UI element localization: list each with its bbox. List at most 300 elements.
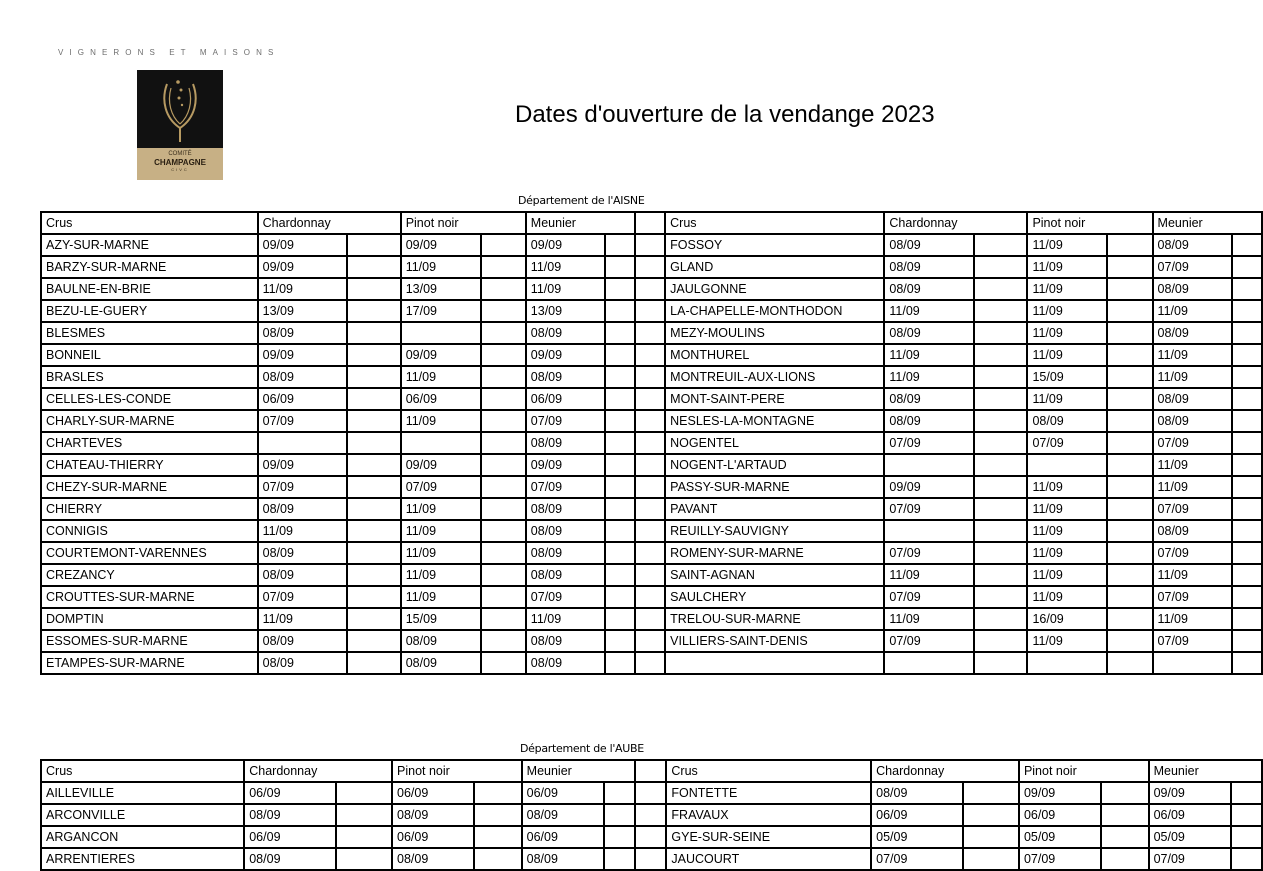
empty-cell (347, 498, 401, 520)
chardonnay-date: 08/09 (884, 234, 973, 256)
col-header-chardonnay: Chardonnay (871, 760, 1019, 782)
cru-name: CREZANCY (41, 564, 258, 586)
empty-cell (1232, 234, 1262, 256)
empty-cell (1232, 652, 1262, 674)
cru-name: MEZY-MOULINS (665, 322, 884, 344)
chardonnay-date: 08/09 (258, 322, 347, 344)
empty-cell (481, 564, 526, 586)
meunier-date: 11/09 (1153, 366, 1233, 388)
empty-cell (974, 586, 1028, 608)
table-header-row (41, 760, 1262, 782)
empty-cell (605, 608, 635, 630)
empty-cell (974, 300, 1028, 322)
empty-cell (974, 322, 1028, 344)
cru-name: COURTEMONT-VARENNES (41, 542, 258, 564)
pinot-noir-date: 09/09 (401, 454, 481, 476)
cru-name: BAULNE-EN-BRIE (41, 278, 258, 300)
table-row (41, 344, 1262, 366)
col-header-crus: Crus (41, 212, 258, 234)
empty-cell (605, 586, 635, 608)
chardonnay-date: 08/09 (258, 542, 347, 564)
cru-name: PASSY-SUR-MARNE (665, 476, 884, 498)
empty-cell (1107, 476, 1152, 498)
empty-cell (336, 826, 392, 848)
cru-name: PAVANT (665, 498, 884, 520)
empty-cell (347, 608, 401, 630)
empty-cell (481, 366, 526, 388)
chardonnay-date: 11/09 (258, 278, 347, 300)
cru-name: CHEZY-SUR-MARNE (41, 476, 258, 498)
empty-cell (1232, 388, 1262, 410)
empty-cell (1232, 520, 1262, 542)
empty-cell (1232, 630, 1262, 652)
pinot-noir-date: 11/09 (1027, 278, 1107, 300)
empty-cell (974, 388, 1028, 410)
empty-cell (1107, 300, 1152, 322)
col-header-pinot-noir: Pinot noir (401, 212, 526, 234)
empty-cell (1107, 234, 1152, 256)
chardonnay-date: 08/09 (884, 278, 973, 300)
cru-name: GYE-SUR-SEINE (666, 826, 871, 848)
empty-cell (1107, 542, 1152, 564)
empty-cell (347, 278, 401, 300)
meunier-date: 06/09 (522, 826, 604, 848)
empty-cell (481, 454, 526, 476)
empty-cell (1107, 564, 1152, 586)
pinot-noir-date: 11/09 (1027, 322, 1107, 344)
empty-cell (605, 520, 635, 542)
table-row (41, 498, 1262, 520)
meunier-date: 07/09 (1153, 586, 1233, 608)
empty-cell (604, 782, 635, 804)
empty-cell (1232, 366, 1262, 388)
chardonnay-date: 08/09 (884, 256, 973, 278)
pinot-noir-date (1027, 652, 1107, 674)
empty-cell (336, 848, 392, 870)
spacer-cell (635, 848, 666, 870)
empty-cell (481, 256, 526, 278)
table-row (41, 476, 1262, 498)
meunier-date: 08/09 (1153, 322, 1233, 344)
chardonnay-date: 07/09 (258, 476, 347, 498)
empty-cell (605, 432, 635, 454)
pinot-noir-date: 11/09 (401, 256, 481, 278)
pinot-noir-date: 11/09 (401, 498, 481, 520)
empty-cell (347, 630, 401, 652)
empty-cell (963, 782, 1019, 804)
empty-cell (605, 564, 635, 586)
meunier-date: 08/09 (526, 322, 606, 344)
pinot-noir-date: 11/09 (401, 410, 481, 432)
spacer-cell (635, 520, 665, 542)
empty-cell (481, 322, 526, 344)
spacer-cell (635, 804, 666, 826)
meunier-date: 08/09 (526, 520, 606, 542)
cru-name: BLESMES (41, 322, 258, 344)
meunier-date: 07/09 (1153, 630, 1233, 652)
empty-cell (336, 782, 392, 804)
pinot-noir-date: 08/09 (392, 848, 474, 870)
empty-cell (974, 278, 1028, 300)
pinot-noir-date: 11/09 (1027, 586, 1107, 608)
logo-line-3: CIVC (171, 167, 189, 172)
empty-cell (1231, 782, 1262, 804)
pinot-noir-date: 11/09 (1027, 630, 1107, 652)
pinot-noir-date: 11/09 (401, 520, 481, 542)
empty-cell (605, 322, 635, 344)
pinot-noir-date: 11/09 (1027, 388, 1107, 410)
pinot-noir-date (1027, 454, 1107, 476)
cru-name: BRASLES (41, 366, 258, 388)
cru-name: CONNIGIS (41, 520, 258, 542)
cru-name: LA-CHAPELLE-MONTHODON (665, 300, 884, 322)
chardonnay-date (884, 520, 973, 542)
cru-name: GLAND (665, 256, 884, 278)
empty-cell (974, 630, 1028, 652)
cru-name: MONT-SAINT-PERE (665, 388, 884, 410)
chardonnay-date: 11/09 (884, 344, 973, 366)
cru-name: CELLES-LES-CONDE (41, 388, 258, 410)
pinot-noir-date: 15/09 (401, 608, 481, 630)
table-header-row (41, 212, 1262, 234)
table-row (41, 520, 1262, 542)
chardonnay-date: 11/09 (258, 608, 347, 630)
cru-name: CHARLY-SUR-MARNE (41, 410, 258, 432)
meunier-date: 05/09 (1149, 826, 1231, 848)
empty-cell (974, 476, 1028, 498)
chardonnay-date: 08/09 (258, 564, 347, 586)
table-row (41, 454, 1262, 476)
empty-cell (481, 432, 526, 454)
chardonnay-date: 07/09 (258, 586, 347, 608)
spacer-cell (635, 542, 665, 564)
empty-cell (1232, 256, 1262, 278)
empty-cell (605, 542, 635, 564)
table-row (41, 586, 1262, 608)
pinot-noir-date: 08/09 (401, 652, 481, 674)
spacer-cell (635, 300, 665, 322)
empty-cell (347, 586, 401, 608)
meunier-date: 11/09 (1153, 454, 1233, 476)
empty-cell (347, 322, 401, 344)
empty-cell (347, 520, 401, 542)
chardonnay-date: 08/09 (884, 388, 973, 410)
empty-cell (1232, 344, 1262, 366)
meunier-date: 08/09 (526, 366, 606, 388)
pinot-noir-date: 05/09 (1019, 826, 1101, 848)
empty-cell (605, 498, 635, 520)
col-header-meunier: Meunier (1149, 760, 1262, 782)
empty-cell (974, 432, 1028, 454)
empty-cell (1232, 278, 1262, 300)
table-row (41, 432, 1262, 454)
table-row (41, 652, 1262, 674)
meunier-date: 08/09 (526, 630, 606, 652)
chardonnay-date: 08/09 (258, 498, 347, 520)
pinot-noir-date: 11/09 (1027, 476, 1107, 498)
col-header-crus: Crus (41, 760, 244, 782)
pinot-noir-date: 11/09 (401, 564, 481, 586)
empty-cell (481, 476, 526, 498)
empty-cell (481, 630, 526, 652)
pinot-noir-date: 11/09 (401, 366, 481, 388)
empty-cell (974, 498, 1028, 520)
empty-cell (1107, 256, 1152, 278)
spacer-cell (635, 630, 665, 652)
meunier-date: 08/09 (1153, 388, 1233, 410)
pinot-noir-date: 08/09 (401, 630, 481, 652)
cru-name: CHIERRY (41, 498, 258, 520)
chardonnay-date: 09/09 (884, 476, 973, 498)
empty-cell (1107, 608, 1152, 630)
chardonnay-date: 11/09 (884, 564, 973, 586)
empty-cell (1232, 498, 1262, 520)
cru-name: ARRENTIERES (41, 848, 244, 870)
cru-name: ARGANCON (41, 826, 244, 848)
empty-cell (474, 804, 521, 826)
cru-name: CHATEAU-THIERRY (41, 454, 258, 476)
logo-line-1: COMITÉ (168, 151, 192, 157)
meunier-date: 08/09 (1153, 234, 1233, 256)
meunier-date: 08/09 (522, 848, 604, 870)
empty-cell (1231, 804, 1262, 826)
empty-cell (347, 652, 401, 674)
chardonnay-date (258, 432, 347, 454)
empty-cell (974, 520, 1028, 542)
chardonnay-date: 11/09 (884, 300, 973, 322)
meunier-date: 09/09 (1149, 782, 1231, 804)
chardonnay-date: 06/09 (244, 826, 336, 848)
empty-cell (1107, 454, 1152, 476)
champagne-glass-icon (137, 70, 223, 148)
spacer-cell (635, 760, 666, 782)
pinot-noir-date: 15/09 (1027, 366, 1107, 388)
empty-cell (481, 520, 526, 542)
chardonnay-date: 08/09 (244, 804, 336, 826)
empty-cell (481, 388, 526, 410)
meunier-date (1153, 652, 1233, 674)
empty-cell (481, 542, 526, 564)
harvest-table-aisne (40, 211, 1263, 675)
logo-label (137, 148, 223, 180)
chardonnay-date: 07/09 (884, 542, 973, 564)
empty-cell (605, 300, 635, 322)
empty-cell (1101, 804, 1148, 826)
meunier-date: 08/09 (526, 564, 606, 586)
spacer-cell (635, 454, 665, 476)
empty-cell (1107, 520, 1152, 542)
spacer-cell (635, 256, 665, 278)
chardonnay-date: 09/09 (258, 344, 347, 366)
table-row (41, 322, 1262, 344)
chardonnay-date: 05/09 (871, 826, 963, 848)
chardonnay-date: 09/09 (258, 234, 347, 256)
meunier-date: 07/09 (1153, 256, 1233, 278)
empty-cell (1232, 476, 1262, 498)
chardonnay-date: 06/09 (244, 782, 336, 804)
meunier-date: 07/09 (526, 476, 606, 498)
pinot-noir-date: 17/09 (401, 300, 481, 322)
empty-cell (1107, 322, 1152, 344)
meunier-date: 11/09 (1153, 564, 1233, 586)
col-header-pinot-noir: Pinot noir (1019, 760, 1149, 782)
empty-cell (604, 826, 635, 848)
meunier-date: 11/09 (526, 256, 606, 278)
cru-name: CHARTEVES (41, 432, 258, 454)
pinot-noir-date: 09/09 (1019, 782, 1101, 804)
spacer-cell (635, 608, 665, 630)
cru-name: FONTETTE (666, 782, 871, 804)
empty-cell (481, 608, 526, 630)
meunier-date: 08/09 (526, 542, 606, 564)
meunier-date: 07/09 (1149, 848, 1231, 870)
chardonnay-date: 08/09 (244, 848, 336, 870)
spacer-cell (635, 344, 665, 366)
cru-name: JAUCOURT (666, 848, 871, 870)
spacer-cell (635, 498, 665, 520)
pinot-noir-date: 07/09 (1027, 432, 1107, 454)
empty-cell (605, 344, 635, 366)
chardonnay-date: 08/09 (884, 322, 973, 344)
empty-cell (605, 454, 635, 476)
spacer-cell (635, 432, 665, 454)
pinot-noir-date: 09/09 (401, 234, 481, 256)
empty-cell (963, 848, 1019, 870)
empty-cell (347, 454, 401, 476)
meunier-date: 11/09 (1153, 476, 1233, 498)
meunier-date: 08/09 (1153, 520, 1233, 542)
empty-cell (481, 410, 526, 432)
empty-cell (474, 782, 521, 804)
cru-name: FOSSOY (665, 234, 884, 256)
col-header-pinot-noir: Pinot noir (1027, 212, 1152, 234)
spacer-cell (635, 564, 665, 586)
pinot-noir-date: 16/09 (1027, 608, 1107, 630)
empty-cell (974, 564, 1028, 586)
chardonnay-date: 09/09 (258, 454, 347, 476)
meunier-date: 06/09 (526, 388, 606, 410)
cru-name: MONTHUREL (665, 344, 884, 366)
spacer-cell (635, 234, 665, 256)
empty-cell (481, 652, 526, 674)
table-row (41, 630, 1262, 652)
pinot-noir-date: 08/09 (392, 804, 474, 826)
meunier-date: 11/09 (1153, 344, 1233, 366)
empty-cell (347, 300, 401, 322)
empty-cell (974, 652, 1028, 674)
department-title-aisne: Département de l'AISNE (518, 194, 645, 207)
table-row (41, 234, 1262, 256)
cru-name: NOGENTEL (665, 432, 884, 454)
meunier-date: 08/09 (526, 432, 606, 454)
table-row (41, 542, 1262, 564)
empty-cell (605, 630, 635, 652)
cru-name: SAINT-AGNAN (665, 564, 884, 586)
cru-name: NOGENT-L'ARTAUD (665, 454, 884, 476)
table-row (41, 278, 1262, 300)
spacer-cell (635, 366, 665, 388)
cru-name: BONNEIL (41, 344, 258, 366)
cru-name: DOMPTIN (41, 608, 258, 630)
empty-cell (1231, 848, 1262, 870)
pinot-noir-date: 07/09 (1019, 848, 1101, 870)
empty-cell (481, 586, 526, 608)
chardonnay-date: 07/09 (884, 498, 973, 520)
empty-cell (347, 476, 401, 498)
empty-cell (974, 256, 1028, 278)
empty-cell (604, 804, 635, 826)
empty-cell (605, 652, 635, 674)
empty-cell (347, 388, 401, 410)
table-row (41, 608, 1262, 630)
empty-cell (481, 278, 526, 300)
spacer-cell (635, 826, 666, 848)
chardonnay-date: 08/09 (258, 630, 347, 652)
meunier-date: 08/09 (526, 652, 606, 674)
chardonnay-date: 07/09 (258, 410, 347, 432)
empty-cell (1107, 586, 1152, 608)
meunier-date: 07/09 (526, 586, 606, 608)
meunier-date: 07/09 (1153, 542, 1233, 564)
empty-cell (347, 564, 401, 586)
chardonnay-date: 08/09 (258, 652, 347, 674)
chardonnay-date: 07/09 (884, 432, 973, 454)
empty-cell (1101, 848, 1148, 870)
meunier-date: 07/09 (1153, 432, 1233, 454)
empty-cell (974, 454, 1028, 476)
empty-cell (605, 366, 635, 388)
spacer-cell (635, 278, 665, 300)
pinot-noir-date: 11/09 (1027, 234, 1107, 256)
meunier-date: 08/09 (522, 804, 604, 826)
chardonnay-date: 07/09 (871, 848, 963, 870)
meunier-date: 11/09 (526, 608, 606, 630)
empty-cell (481, 344, 526, 366)
meunier-date: 07/09 (526, 410, 606, 432)
cru-name: ROMENY-SUR-MARNE (665, 542, 884, 564)
empty-cell (1107, 630, 1152, 652)
cru-name: MONTREUIL-AUX-LIONS (665, 366, 884, 388)
empty-cell (347, 344, 401, 366)
chardonnay-date (884, 652, 973, 674)
empty-cell (974, 410, 1028, 432)
empty-cell (347, 542, 401, 564)
empty-cell (1232, 432, 1262, 454)
empty-cell (974, 234, 1028, 256)
meunier-date: 13/09 (526, 300, 606, 322)
chardonnay-date: 13/09 (258, 300, 347, 322)
cru-name: AILLEVILLE (41, 782, 244, 804)
spacer-cell (635, 212, 665, 234)
pinot-noir-date: 07/09 (401, 476, 481, 498)
cru-name: AZY-SUR-MARNE (41, 234, 258, 256)
comite-champagne-logo (137, 70, 223, 180)
meunier-date: 08/09 (1153, 410, 1233, 432)
meunier-date: 09/09 (526, 454, 606, 476)
empty-cell (605, 278, 635, 300)
empty-cell (347, 234, 401, 256)
chardonnay-date: 11/09 (884, 608, 973, 630)
table-row (41, 848, 1262, 870)
chardonnay-date: 06/09 (258, 388, 347, 410)
col-header-meunier: Meunier (522, 760, 635, 782)
table-row (41, 410, 1262, 432)
empty-cell (1232, 542, 1262, 564)
cru-name: TRELOU-SUR-MARNE (665, 608, 884, 630)
pinot-noir-date: 06/09 (392, 782, 474, 804)
pinot-noir-date: 11/09 (1027, 542, 1107, 564)
pinot-noir-date: 08/09 (1027, 410, 1107, 432)
